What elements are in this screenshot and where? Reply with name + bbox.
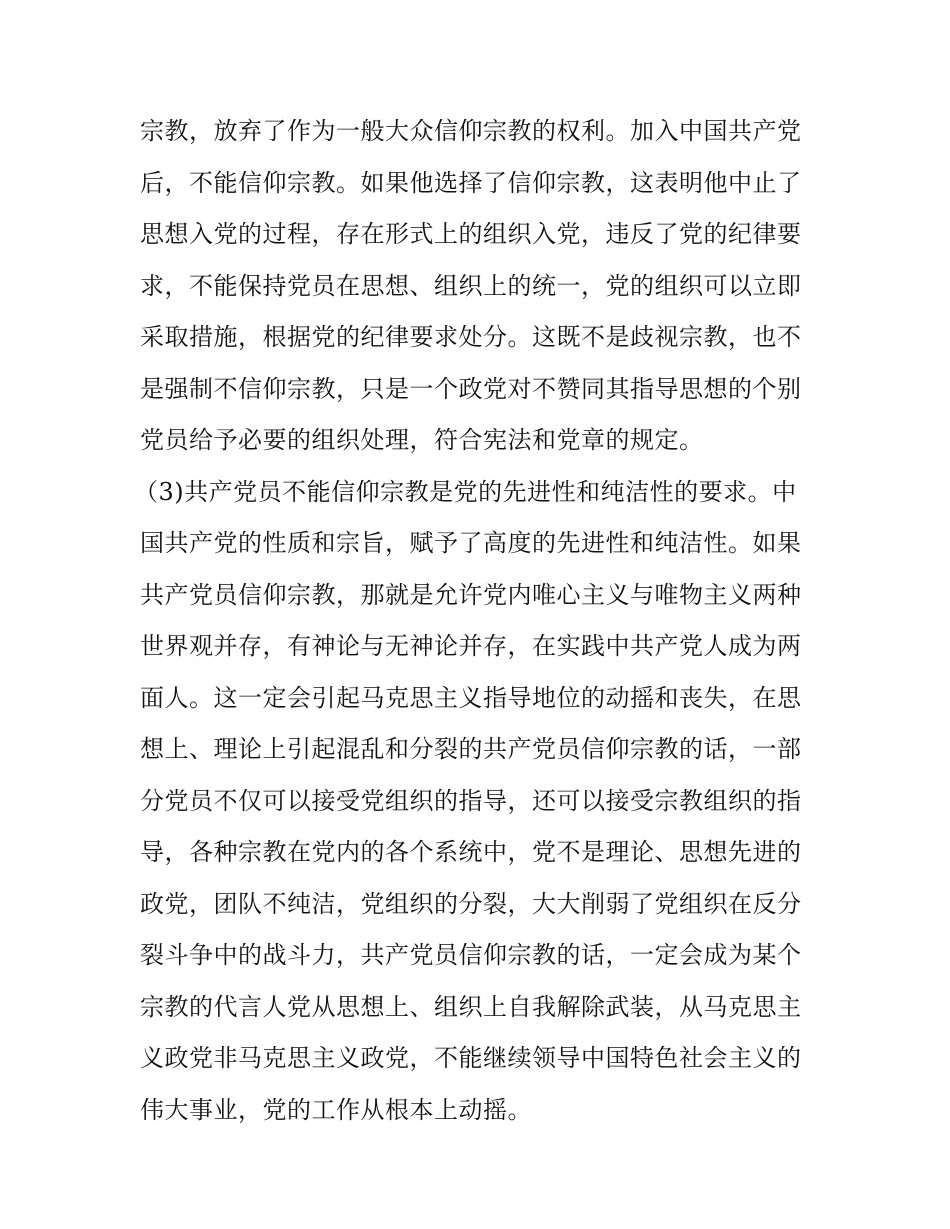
text-line: 共产党员信仰宗教，那就是允许党内唯心主义与唯物主义两种 <box>140 580 802 609</box>
text-line: 求，不能保持党员在思想、组织上的统一，党的组织可以立即 <box>140 271 802 300</box>
text-line: 世界观并存，有神论与无神论并存，在实践中共产党人成为两 <box>140 632 802 660</box>
text-line: 义政党非马克思主义政党，不能继续领导中国特色社会主义的 <box>140 1044 802 1072</box>
text-line: 后，不能信仰宗教。如果他选择了信仰宗教，这表明他中止了 <box>140 168 802 197</box>
text-line: 伟大事业，党的工作从根本上动摇。 <box>140 1095 532 1124</box>
body-text <box>134 106 830 1136</box>
text-line-item-3: （3)共产党员不能信仰宗教是党的先进性和纯洁性的要求。中 <box>134 477 797 506</box>
text-line: 是强制不信仰宗教，只是一个政党对不赞同其指导思想的个别 <box>140 374 802 403</box>
text-line: 想上、理论上引起混乱和分裂的共产党员信仰宗教的话，一部 <box>140 735 802 763</box>
text-line: 宗教，放弃了作为一般大众信仰宗教的权利。加入中国共产党 <box>140 117 802 145</box>
text-line: 宗教的代言人党从思想上、组织上自我解除武装，从马克思主 <box>140 992 802 1021</box>
text-line: 分党员不仅可以接受党组织的指导，还可以接受宗教组织的指 <box>140 786 802 815</box>
text-line: 党员给予必要的组织处理，符合宪法和党章的规定。 <box>140 426 704 454</box>
text-line: 政党，团队不纯洁，党组织的分裂，大大削弱了党组织在反分 <box>140 889 802 918</box>
text-line: 导，各种宗教在党内的各个系统中，党不是理论、思想先进的 <box>140 838 802 866</box>
text-line: 面人。这一定会引起马克思主义指导地位的动摇和丧失，在思 <box>140 683 802 712</box>
text-line: 国共产党的性质和宗旨，赋予了高度的先进性和纯洁性。如果 <box>140 529 802 557</box>
text-line: 裂斗争中的战斗力，共产党员信仰宗教的话，一定会成为某个 <box>140 941 802 969</box>
text-line: 采取措施，根据党的纪律要求处分。这既不是歧视宗教，也不 <box>140 323 802 351</box>
text-line: 思想入党的过程，存在形式上的组织入党，违反了党的纪律要 <box>140 220 802 248</box>
